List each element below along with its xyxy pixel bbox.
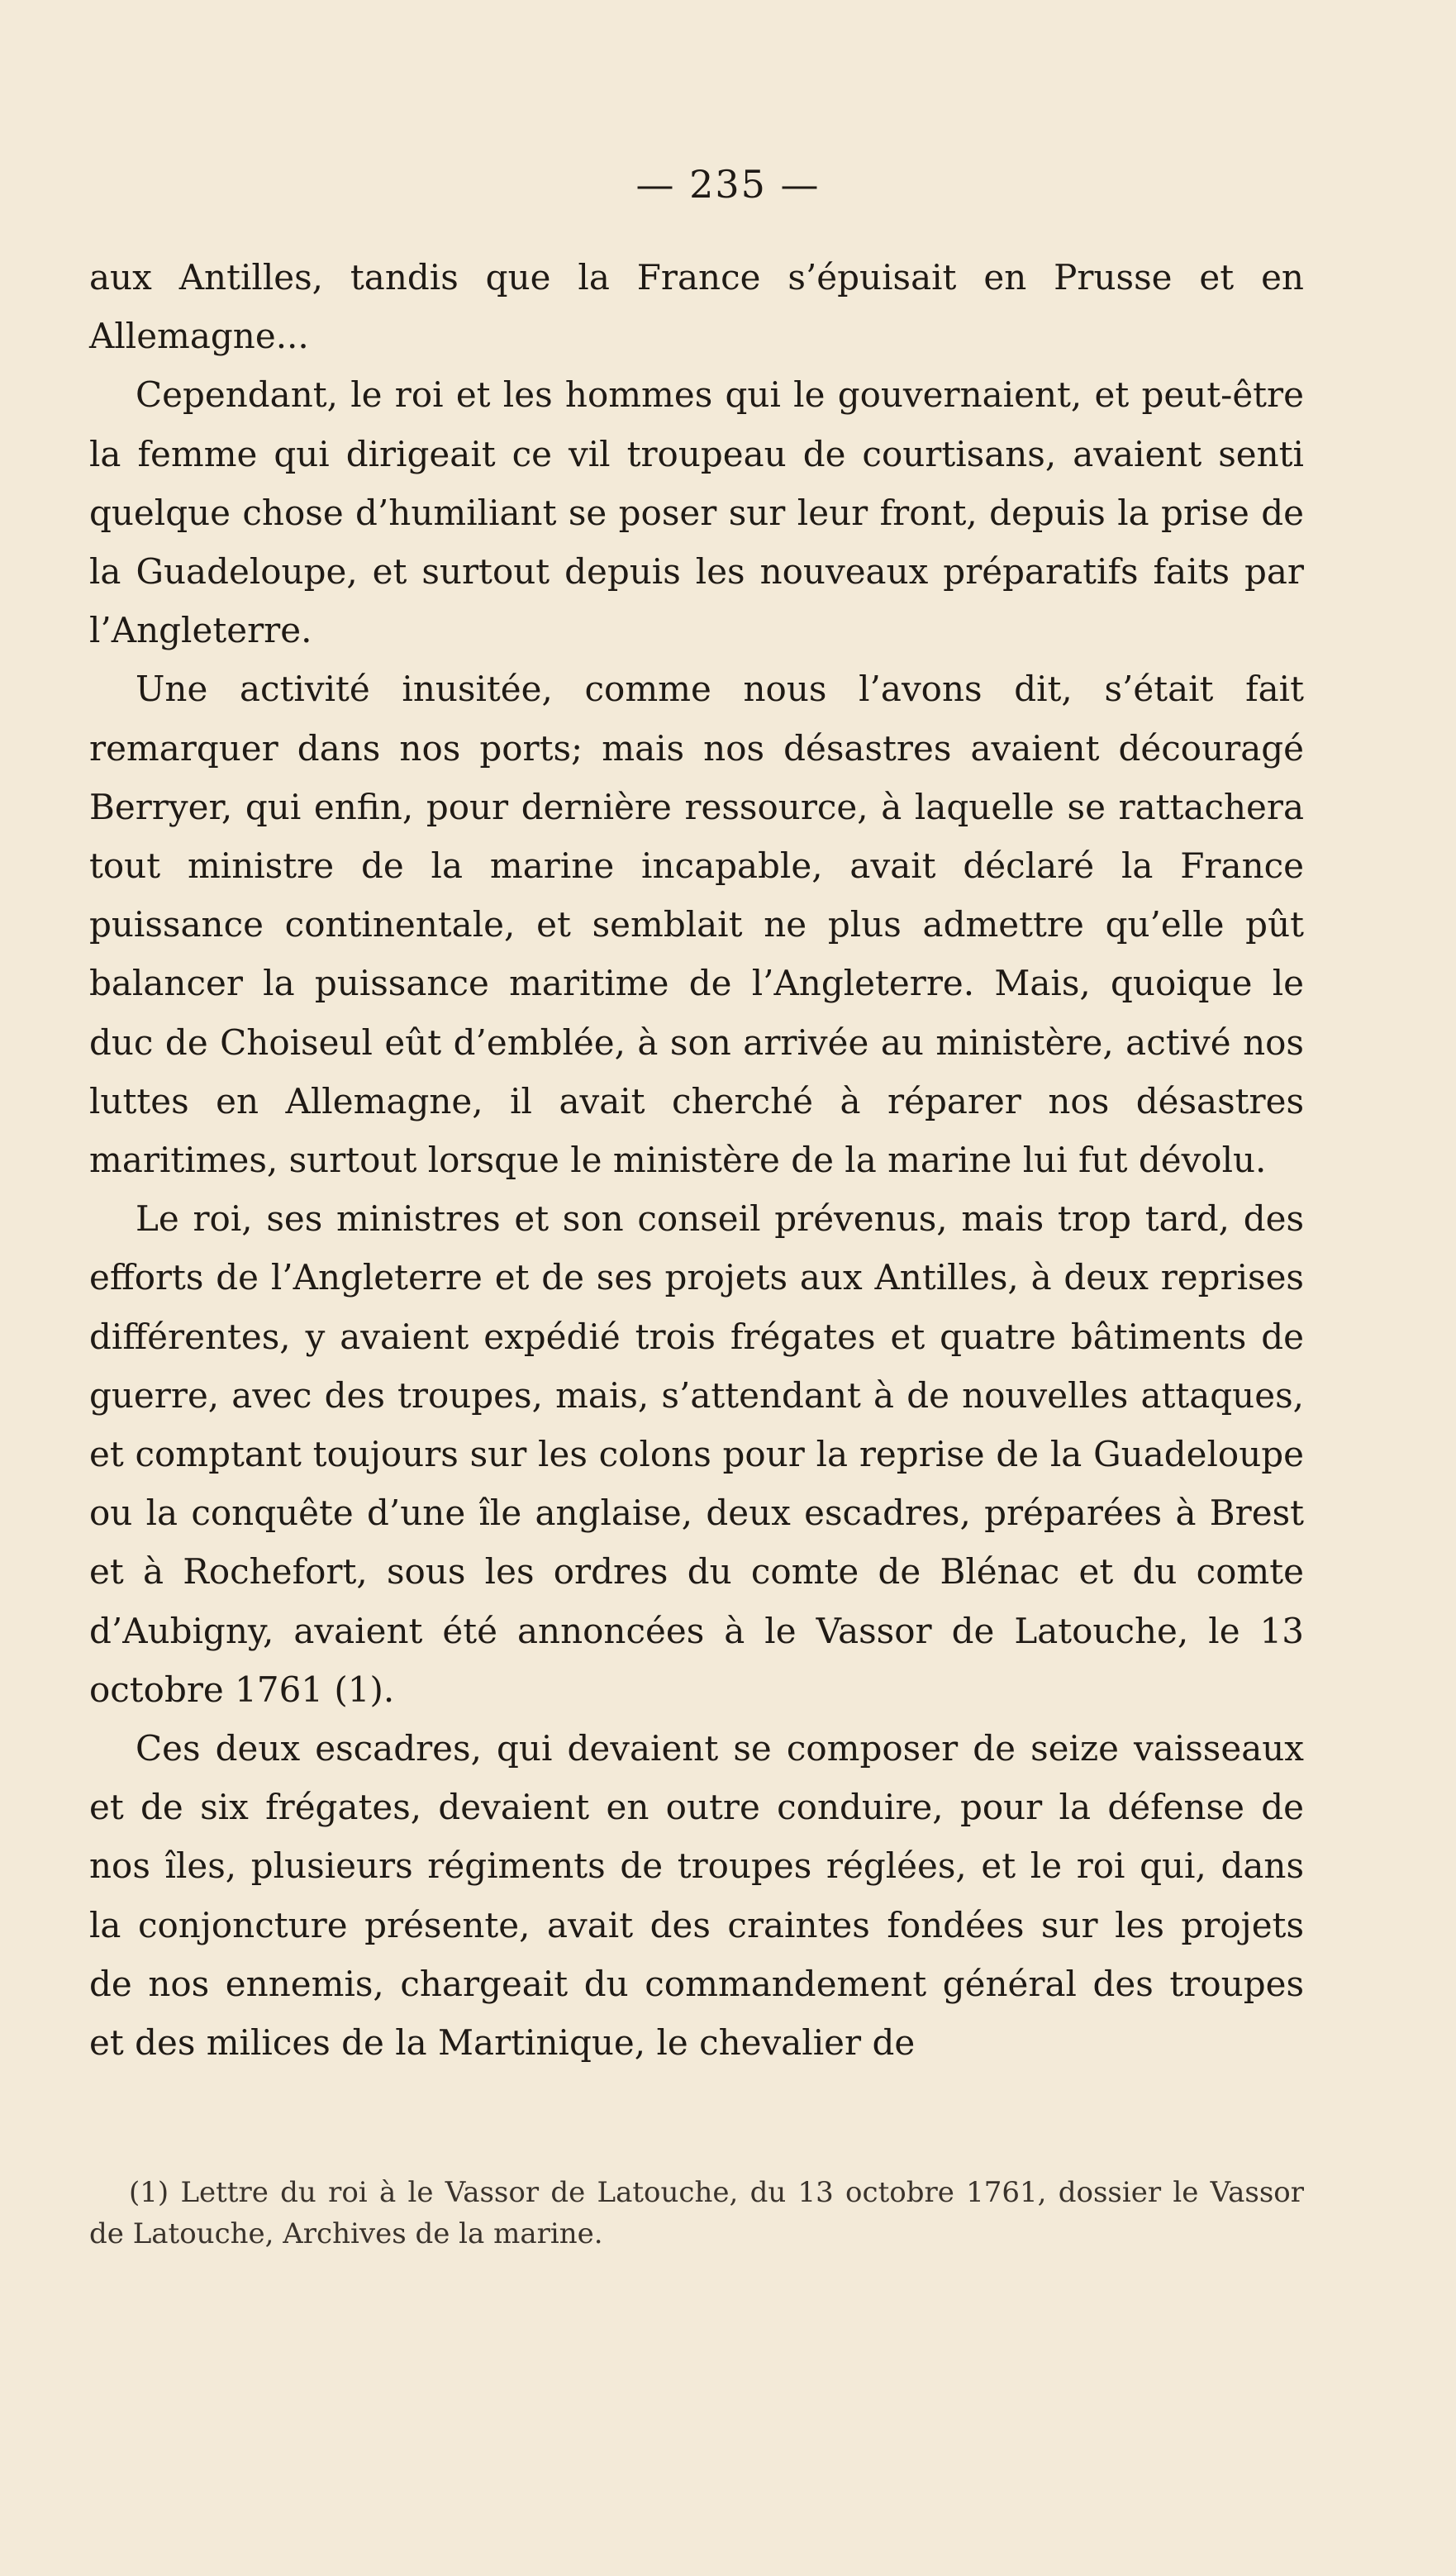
footnote: (1) Lettre du roi à le Vassor de Latouche, du 13 octobre 1761, dossier le Vassor de Latouche, Archives de la marine. [89, 2176, 1304, 2250]
body-text [89, 248, 1304, 2072]
paragraph: Le roi, ses ministres et son conseil prévenus, mais trop tard, des efforts de l’Angleterre et de ses projets aux Antilles, à deux reprises différentes, y avaient expédié trois frégates et quatre bâtiments de guerre, avec des troupes, mais, s’attendant à de nouvelles attaques, et comptant toujours sur les colons pour la reprise de la Guadeloupe ou la conquête d’une île anglaise, deux escadres, préparées à Brest et à Rochefort, sous les ordres du comte de Blénac et du comte d’Aubigny, avaient été annoncées à le Vassor de Latouche, le 13 octobre 1761 (1). [89, 1198, 1304, 1710]
page-number: — 235 — [635, 162, 821, 207]
paragraph: Cependant, le roi et les hommes qui le gouvernaient, et peut-être la femme qui dirigeait ce vil troupeau de courtisans, avaient senti quelque chose d’humiliant se poser sur leur front, depuis la prise de la Guadeloupe, et surtout depuis les nouveaux préparatifs faits par l’Angleterre. [89, 374, 1304, 651]
paragraph-continuation: aux Antilles, tandis que la France s’épuisait en Prusse et en Allemagne... [89, 257, 1304, 357]
paragraph: Une activité inusitée, comme nous l’avons dit, s’était fait remarquer dans nos ports; mais nos désastres avaient découragé Berryer, qui enfin, pour dernière ressource, à laquelle se rattachera tout ministre de la marine incapable, avait déclaré la France puissance continentale, et semblait ne plus admettre qu’elle pût balancer la puissance maritime de l’Angleterre. Mais, quoique le duc de Choiseul eût d’emblée, à son arrivée au ministère, activé nos luttes en Allemagne, il avait cherché à réparer nos désastres maritimes, surtout lorsque le ministère de la marine lui fut dévolu. [89, 669, 1304, 1181]
paragraph: Ces deux escadres, qui devaient se composer de seize vaisseaux et de six frégates, devaient en outre conduire, pour la défense de nos îles, plusieurs régiments de troupes réglées, et le roi qui, dans la conjoncture présente, avait des craintes fondées sur les projets de nos ennemis, chargeait du commandement général des troupes et des milices de la Martinique, le chevalier de [89, 1728, 1304, 2064]
